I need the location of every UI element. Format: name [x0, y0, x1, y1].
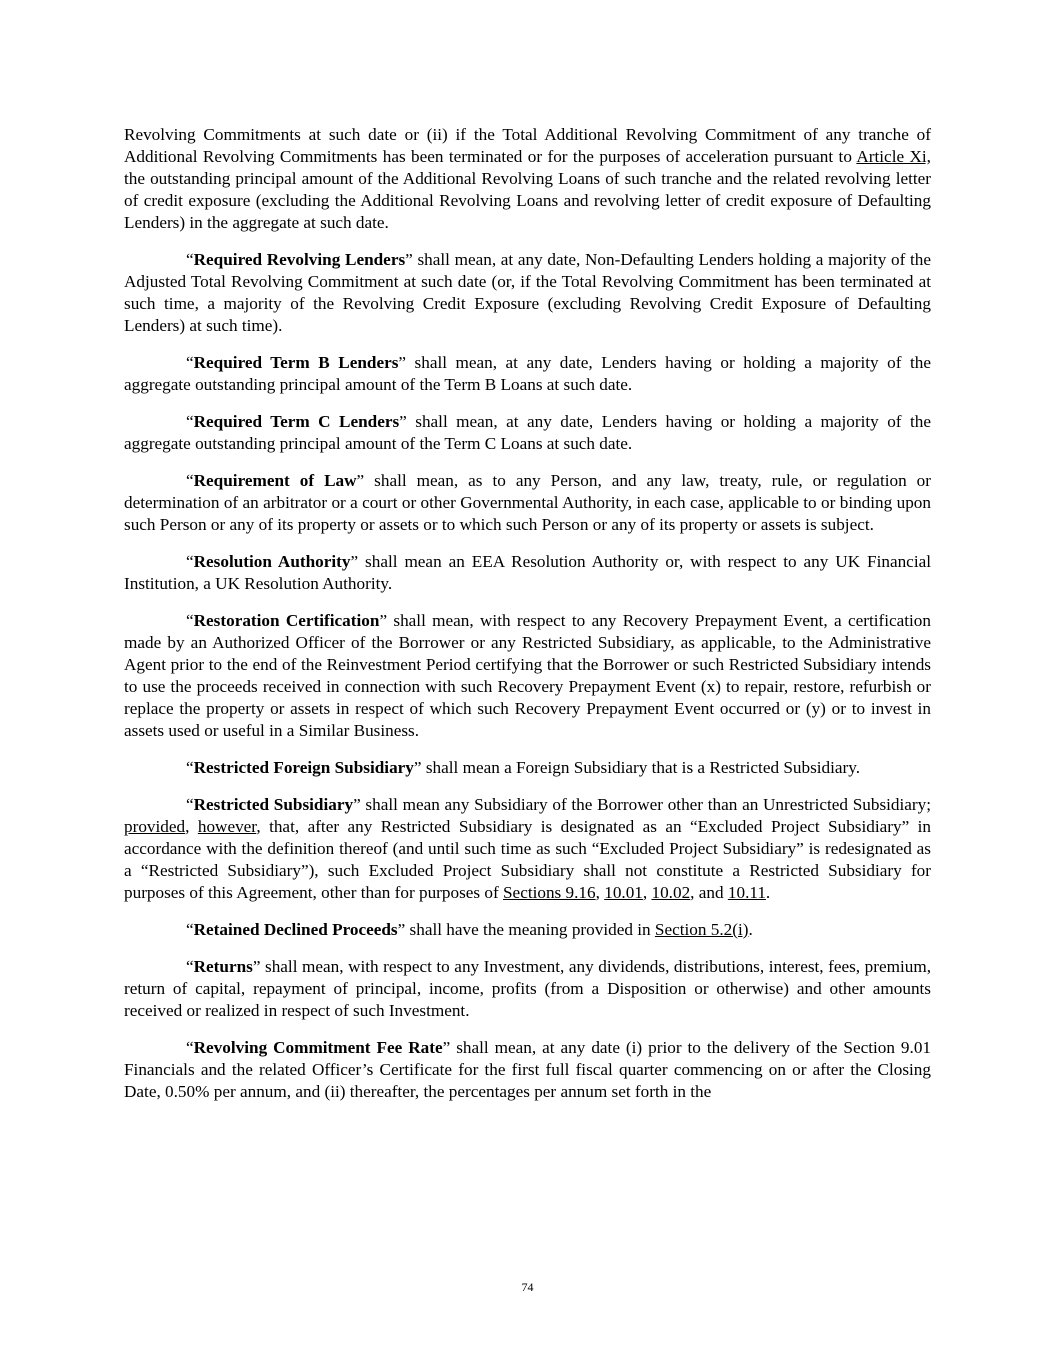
- definition-paragraph: [124, 470, 931, 536]
- body-text: “: [186, 920, 194, 939]
- defined-term: Resolution Authority: [193, 552, 351, 571]
- body-text: “: [186, 471, 194, 490]
- definition-paragraph: [124, 352, 931, 396]
- cross-reference: provided: [124, 817, 186, 836]
- tracked-comma: ,: [531, 1038, 537, 1057]
- continuation-paragraph: [124, 124, 931, 234]
- body-text: “: [186, 353, 194, 372]
- body-text: ” shall mean, with respect to any Investment, any dividends, distributions, interest, fees, premium, return of capital, repayment of principal, income, profits (from a Disposition or otherwise) and other amounts received or realized in respect of such Investment.: [124, 957, 931, 1020]
- definitions-text: [124, 124, 931, 1118]
- body-text: , and: [690, 883, 728, 902]
- page-number: 74: [521, 1280, 534, 1294]
- defined-term: Revolving Commitment Fee Rate: [193, 1038, 443, 1057]
- cross-reference: 10.11: [727, 883, 766, 902]
- cross-reference: however: [197, 817, 257, 836]
- body-text: “: [186, 1038, 194, 1057]
- body-text: .: [748, 920, 753, 939]
- defined-term: Restricted Foreign Subsidiary: [193, 758, 414, 777]
- body-text: ,: [595, 883, 605, 902]
- definition-paragraph: [124, 956, 931, 1022]
- cross-reference: Section 5.2(i): [654, 920, 749, 939]
- body-text: and (ii) thereafter, the percentages per annum set forth in the: [291, 1082, 712, 1101]
- cross-reference: 10.02: [651, 883, 691, 902]
- body-text: applicable to or binding upon such Person or any of its property or assets or to which such Person or any of its property or assets is subject.: [124, 493, 931, 534]
- body-text: ,: [185, 817, 198, 836]
- body-text: “: [186, 611, 194, 630]
- defined-term: Restoration Certification: [193, 611, 380, 630]
- defined-term: Requirement of Law: [193, 471, 357, 490]
- body-text: “: [186, 957, 194, 976]
- definition-paragraph: [124, 249, 931, 337]
- body-text: ” shall mean an EEA Resolution Authority or, with respect to any UK Financial Institution, a UK Resolution Authority.: [124, 552, 931, 593]
- tracked-comma: ,: [719, 493, 724, 512]
- definition-paragraph: [124, 411, 931, 455]
- body-text: “: [186, 412, 194, 431]
- defined-term: Restricted Subsidiary: [193, 795, 354, 814]
- body-text: “: [186, 795, 194, 814]
- body-text: at any date (i) prior to the delivery of the Section 9.01 Financials and the related Officer’s Certificate for the first full fiscal quarter commencing on or after the Closing Date, 0.50% per annum: [124, 1038, 932, 1101]
- body-text: ” shall mean any Subsidiary of the Borrower other than an Unrestricted Subsidiary;: [353, 795, 931, 814]
- defined-term: Required Revolving Lenders: [193, 250, 406, 269]
- defined-term: Retained Declined Proceeds: [193, 920, 398, 939]
- tracked-comma: ,: [286, 1082, 292, 1101]
- body-text: .: [765, 883, 771, 902]
- body-text: ,: [642, 883, 652, 902]
- body-text: ” shall mean, at any date, Non-Defaulting Lenders holding a majority of the Adjusted Total Revolving Commitment at such date (or, if the Total Revolving Commitment has been terminated at such time, a majority of the Revolving Credit Exposure (excluding Revolving Credit Exposure of Defaulting Lenders) at such time).: [124, 250, 931, 335]
- body-text: “: [186, 758, 194, 777]
- definition-paragraph: [124, 794, 931, 904]
- definition-paragraph: [124, 919, 931, 941]
- cross-reference: 10.01: [604, 883, 643, 902]
- cross-reference: Sections 9.16: [503, 883, 596, 902]
- body-text: the outstanding principal amount of the Additional Revolving Loans of such tranche and the related revolving letter of credit exposure (excluding the Additional Revolving Loans and revolving letter of credit exposure of Defaulting Lenders) in the aggregate at such date.: [124, 169, 931, 232]
- body-text: “: [186, 250, 194, 269]
- definition-paragraph: [124, 610, 931, 742]
- defined-term: Required Term B Lenders: [193, 353, 399, 372]
- body-text: ” shall mean, at any date, Lenders having or holding a majority of the aggregate outstanding principal amount of the Term C Loans at such date.: [124, 412, 931, 453]
- body-text: ” shall have the meaning provided in: [397, 920, 655, 939]
- cross-reference: Article Xi,: [856, 147, 931, 166]
- body-text: ” shall mean a Foreign Subsidiary that is a Restricted Subsidiary.: [413, 758, 861, 777]
- body-text: ” shall mean, as to any Person, and any law, treaty, rule, or regulation or determination of an arbitrator or a court or other Governmental Authority, in each case: [124, 471, 931, 512]
- definition-paragraph: [124, 757, 931, 779]
- defined-term: Required Term C Lenders: [193, 412, 400, 431]
- body-text: Revolving Commitments at such date or (ii) if the Total Additional Revolving Commitment of any tranche of Additional Revolving Commitments has been terminated or for the purposes of acceleration pursuant to: [124, 125, 931, 166]
- body-text: ” shall mean: [442, 1038, 532, 1057]
- definition-paragraph: [124, 1037, 931, 1103]
- body-text: ” shall mean, at any date, Lenders having or holding a majority of the aggregate outstanding principal amount of the Term B Loans at such date.: [124, 353, 931, 394]
- body-text: “: [186, 552, 194, 571]
- definition-paragraph: [124, 551, 931, 595]
- body-text: , that, after any Restricted Subsidiary is designated as an “Excluded Project Subsidiary” in accordance with the definition thereof (and until such time as such “Excluded Project Subsidiary” is redesignated as a “Restricted Subsidiary”), such Excluded Project Subsidiary shall not constitute a Restricted Subsidiary for purposes of this Agreement, other than for purposes of: [124, 817, 932, 902]
- body-text: ” shall mean, with respect to any Recovery Prepayment Event, a certification made by an Authorized Officer of the Borrower or any Restricted Subsidiary, as applicable, to the Administrative Agent prior to the end of the Reinvestment Period certifying that the Borrower or such Restricted Subsidiary intends to use the proceeds received in connection with such Recovery Prepayment Event (x) to repair, restore, refurbish or replace the property or assets in respect of which such Recovery Prepayment Event occurred or (y) or to invest in assets used or useful in a Similar Business.: [124, 611, 931, 740]
- defined-term: Returns: [193, 957, 253, 976]
